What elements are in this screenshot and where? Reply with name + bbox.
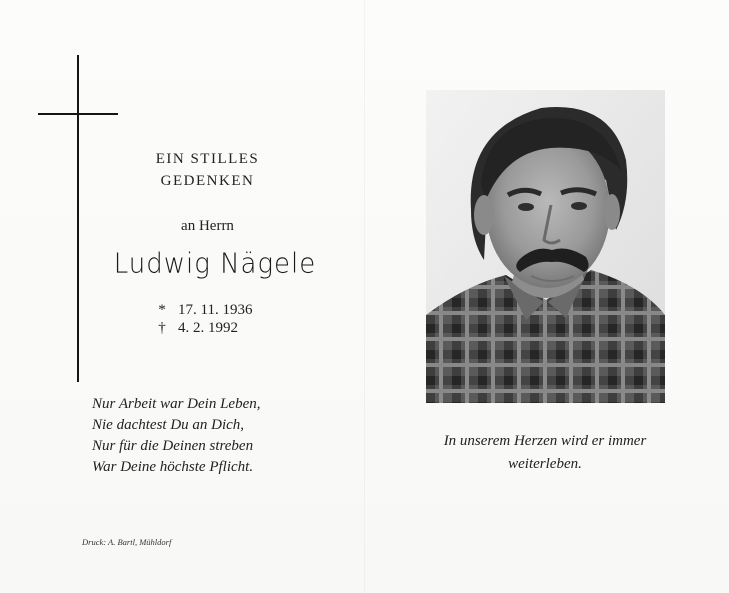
cross-vertical-bar xyxy=(77,55,79,382)
poem xyxy=(92,394,352,478)
poem-line: War Deine höchste Pflicht. xyxy=(92,459,254,475)
card-fold xyxy=(364,0,365,593)
death-cross-icon: † xyxy=(158,320,166,336)
birth-date-row xyxy=(150,302,280,319)
heading-line-1: EIN STILLES xyxy=(155,151,260,167)
photo-caption xyxy=(405,430,685,476)
poem-line: Nur Arbeit war Dein Leben, xyxy=(92,396,261,412)
salutation: an Herrn xyxy=(181,218,234,234)
birth-date: 17. 11. 1936 xyxy=(178,302,253,318)
birth-symbol-icon: * xyxy=(158,302,166,318)
death-date: 4. 2. 1992 xyxy=(178,320,238,336)
poem-line: Nur für die Deinen streben xyxy=(92,438,254,454)
death-date-row xyxy=(150,320,280,337)
poem-line: Nie dachtest Du an Dich, xyxy=(92,417,245,433)
printer-credit: Druck: A. Bartl, Mühldorf xyxy=(82,537,172,547)
caption-line-2: weiterleben. xyxy=(508,456,582,472)
cross-horizontal-bar xyxy=(38,113,118,115)
caption-line-1: In unserem Herzen wird er immer xyxy=(443,433,647,449)
portrait-photo xyxy=(426,90,665,403)
heading-line-2: GEDENKEN xyxy=(160,173,255,189)
deceased-name: Ludwig Nägele xyxy=(113,248,317,280)
